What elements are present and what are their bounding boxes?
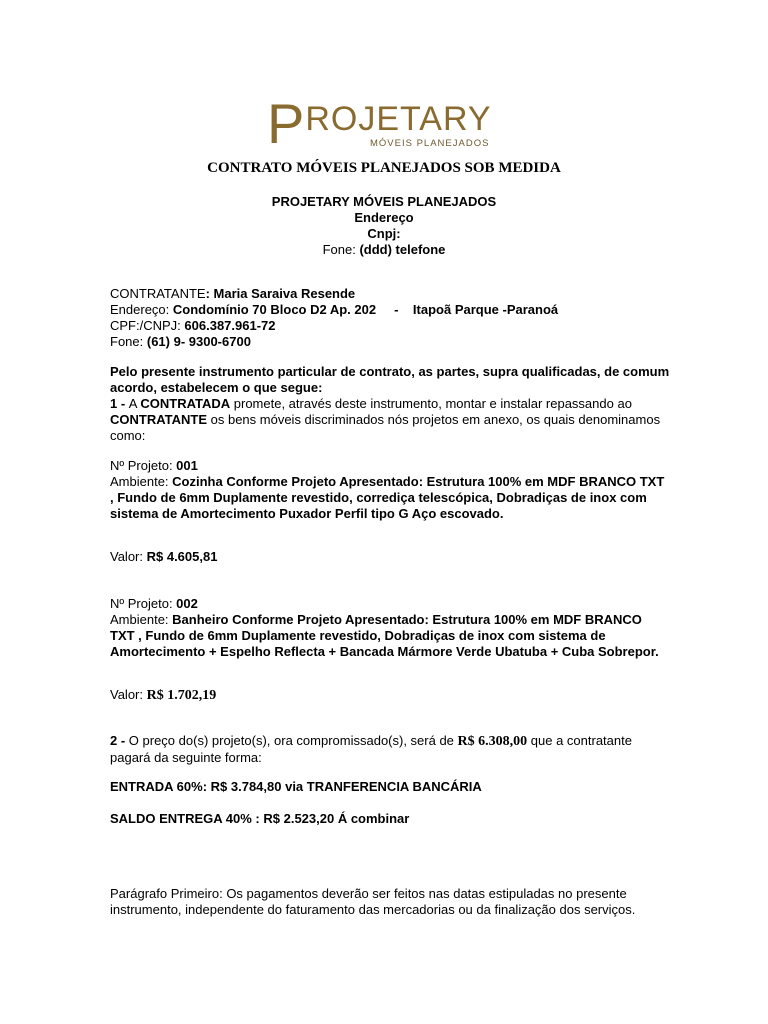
project-1-environment	[110, 474, 670, 522]
project-2-value-label: Valor:	[110, 687, 147, 702]
project-2-value: R$ 1.702,19	[146, 688, 217, 703]
intro-paragraph	[110, 364, 670, 396]
client-phone-line	[110, 334, 251, 350]
client-cpf-label: CPF:/CNPJ:	[110, 318, 185, 333]
project-2-environment-description: Banheiro Conforme Projeto Apresentado: Estrutura 100% em MDF BRANCO TXT , Fundo de 6mm Duplamente revestido, Dobradiças de inox com sistema de Amortecimento + Espelho Reflecta + Bancada Mármore Verde Ubatuba + Cuba Sobrepor.	[110, 612, 659, 659]
project-1-number-label: Nº Projeto:	[110, 458, 177, 473]
project-2-number-label: Nº Projeto:	[110, 596, 177, 611]
client-name-value: : Maria Saraiva Resende	[205, 286, 356, 301]
project-2-number: 002	[176, 596, 198, 611]
intro-text: Pelo presente instrumento particular de contrato, as partes, supra qualificadas, de comum acordo, estabelecem o que segue:	[110, 364, 670, 395]
project-1-environment-label: Ambiente:	[110, 474, 173, 489]
company-phone-label: Fone:	[322, 242, 360, 257]
paragrafo-primeiro-text: Parágrafo Primeiro: Os pagamentos deverão ser feitos nas datas estipuladas no presente instrumento, independente do faturamento das mercadorias ou da finalização dos serviços.	[110, 886, 636, 917]
client-phone-value: (61) 9- 9300-6700	[146, 334, 251, 349]
project-2-value-line	[110, 687, 216, 704]
clause-2-text-2: que a contratante pagará da seguinte forma:	[110, 733, 632, 765]
logo-tagline: MÓVEIS PLANEJADOS	[370, 138, 490, 149]
clause-1	[110, 396, 670, 444]
client-address-line	[110, 302, 558, 318]
project-1-environment-description: Cozinha Conforme Projeto Apresentado: Estrutura 100% em MDF BRANCO TXT , Fundo de 6mm Duplamente revestido, corrediça telescópica, Dobradiças de inox com sistema de Amortecimento Puxador Perfil tipo G Aço escovado.	[110, 474, 665, 521]
clause-1-text-2: os bens móveis discriminados nós projetos em anexo, os quais denominamos como:	[110, 412, 661, 443]
contract-title: CONTRATO MÓVEIS PLANEJADOS SOB MEDIDA	[207, 160, 561, 176]
project-1-number: 001	[176, 458, 198, 473]
client-name-label: CONTRATANTE	[110, 286, 206, 301]
client-name-line	[110, 286, 355, 302]
clause-1-a: A	[128, 396, 141, 411]
company-header	[0, 194, 768, 258]
client-cpf-line	[110, 318, 276, 334]
project-2-environment-label: Ambiente:	[110, 612, 173, 627]
company-name: PROJETARY MÓVEIS PLANEJADOS	[271, 194, 497, 209]
project-2-environment	[110, 612, 670, 660]
saldo-line	[110, 811, 409, 827]
client-address-label: Endereço:	[110, 302, 173, 317]
project-1-value-line	[110, 549, 217, 565]
logo-wordmark-rest: ROJETARY	[305, 100, 492, 138]
company-cnpj: Cnpj:	[367, 226, 401, 241]
clause-2	[110, 733, 670, 766]
project-1-value: R$ 4.605,81	[146, 549, 218, 564]
project-1-value-label: Valor:	[110, 549, 147, 564]
paragrafo-primeiro	[110, 886, 670, 918]
client-cpf-value: 606.387.961-72	[184, 318, 276, 333]
entrada-text: ENTRADA 60%: R$ 3.784,80 via TRANFERENCIA BANCÁRIA	[110, 779, 482, 794]
clause-2-price: R$ 6.308,00	[457, 734, 528, 749]
clause-2-text-1: O preço do(s) projeto(s), ora compromissado(s), será de	[128, 733, 458, 748]
client-phone-label: Fone:	[110, 334, 147, 349]
logo-letter-p: P	[267, 92, 306, 155]
clause-1-contratante: CONTRATANTE	[110, 412, 208, 427]
clause-1-number: 1 -	[110, 396, 129, 411]
saldo-text: SALDO ENTREGA 40% : R$ 2.523,20 Á combinar	[110, 811, 410, 826]
entrada-line	[110, 779, 482, 795]
company-address: Endereço	[354, 210, 414, 225]
company-logo	[267, 92, 507, 156]
client-address-value: Condomínio 70 Bloco D2 Ap. 202 - Itapoã Parque -Paranoá	[172, 302, 559, 317]
clause-1-text-1: promete, através deste instrumento, montar e instalar repassando ao	[230, 396, 632, 411]
project-2-number-line	[110, 596, 198, 612]
clause-2-number: 2 -	[110, 733, 129, 748]
company-phone-value: (ddd) telefone	[359, 242, 446, 257]
project-1-number-line	[110, 458, 198, 474]
clause-1-contratada: CONTRATADA	[140, 396, 231, 411]
